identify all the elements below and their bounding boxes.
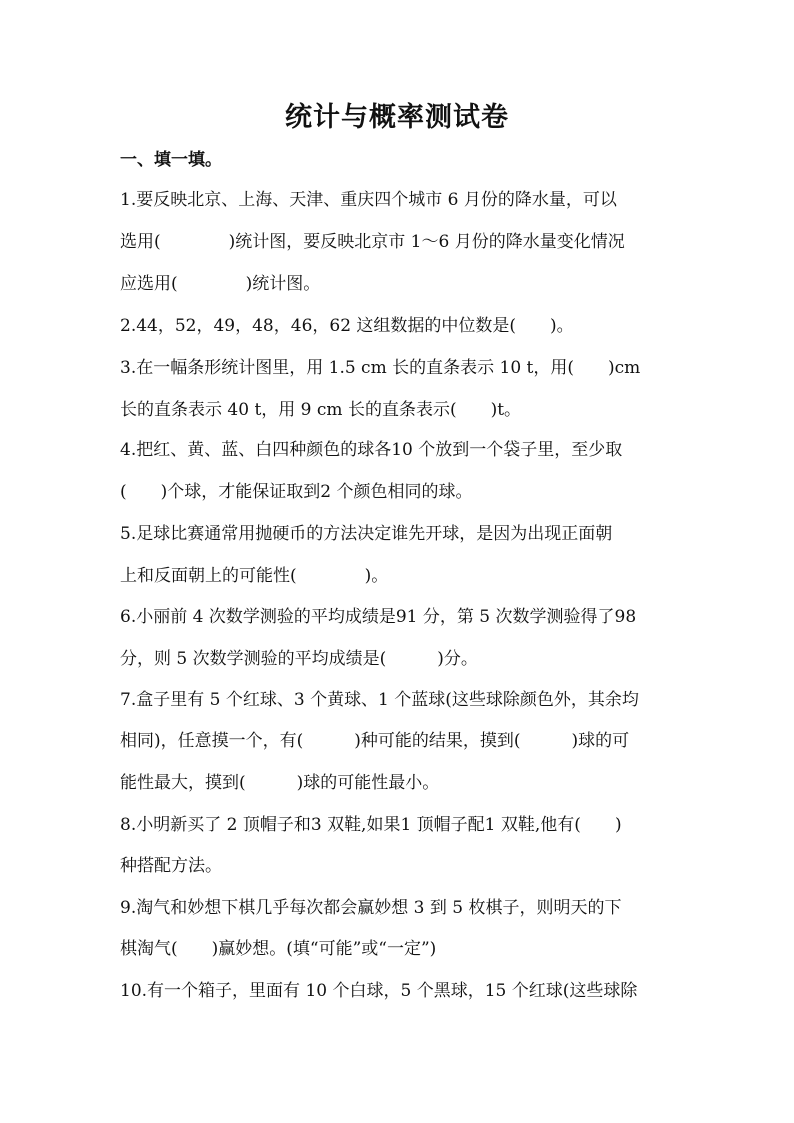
question-line: ( )个球，才能保证取到2 个颜色相同的球。	[120, 482, 473, 502]
question-line: 7.盒子里有 5 个红球、3 个黄球、1 个蓝球(这些球除颜色外，其余均	[120, 690, 639, 710]
question-line: 9.淘气和妙想下棋几乎每次都会赢妙想 3 到 5 枚棋子，则明天的下	[120, 898, 622, 918]
question-line: 1.要反映北京、上海、天津、重庆四个城市 6 月份的降水量，可以	[120, 190, 617, 210]
question-line: 10.有一个箱子，里面有 10 个白球，5 个黑球，15 个红球(这些球除	[120, 981, 638, 1001]
question-line: 能性最大，摸到( )球的可能性最小。	[120, 773, 440, 793]
question-line: 上和反面朝上的可能性( )。	[120, 566, 389, 586]
question-line: 6.小丽前 4 次数学测验的平均成绩是91 分，第 5 次数学测验得了98	[120, 607, 637, 627]
question-line: 应选用( )统计图。	[120, 274, 321, 294]
question-line: 2.44，52，49，48，46，62 这组数据的中位数是( )。	[120, 316, 574, 336]
question-line: 3.在一幅条形统计图里，用 1.5 cm 长的直条表示 10 t，用( )cm	[120, 358, 641, 378]
section-heading: 一、填一填。	[120, 150, 222, 170]
question-line: 8.小明新买了 2 顶帽子和3 双鞋,如果1 顶帽子配1 双鞋,他有( )	[120, 815, 622, 835]
question-line: 棋淘气( )赢妙想。(填“可能”或“一定”)	[120, 939, 437, 959]
question-line: 4.把红、黄、蓝、白四种颜色的球各10 个放到一个袋子里，至少取	[120, 440, 623, 460]
page-title: 统计与概率测试卷	[285, 102, 509, 133]
question-line: 相同)，任意摸一个，有( )种可能的结果，摸到( )球的可	[120, 731, 630, 751]
question-line: 5.足球比赛通常用抛硬币的方法决定谁先开球，是因为出现正面朝	[120, 524, 613, 544]
question-line: 选用( )统计图，要反映北京市 1～6 月份的降水量变化情况	[120, 232, 625, 252]
question-line: 种搭配方法。	[120, 856, 222, 876]
question-line: 分，则 5 次数学测验的平均成绩是( )分。	[120, 649, 478, 669]
question-line: 长的直条表示 40 t，用 9 cm 长的直条表示( )t。	[120, 400, 522, 420]
